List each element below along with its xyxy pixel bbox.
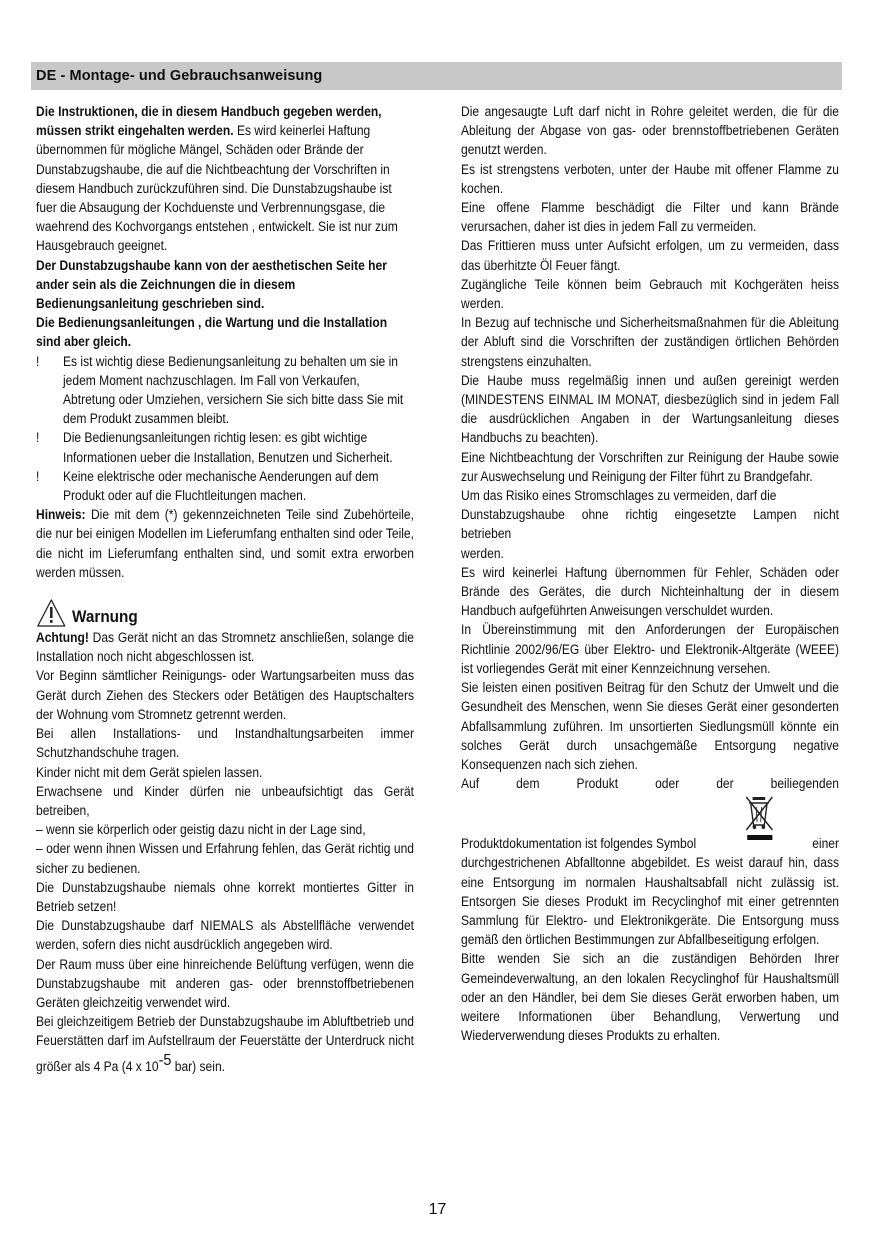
paragraph: Erwachsene und Kinder dürfen nie unbeaufsichtigt das Gerät betreiben, — [36, 783, 414, 818]
paragraph: Die angesaugte Luft darf nicht in Rohre geleitet werden, die für die Ableitung der Abgase von gas- oder brennstoffbetriebenen Geräten genutzt werden. — [461, 104, 839, 158]
bullet-item — [36, 467, 414, 505]
paragraph: durchgestrichenen Abfalltonne abgebildet. Es weist darauf hin, dass eine Entsorgung im normalen Haushaltsabfall nicht zulässig ist. Entsorgen Sie dieses Produkt im Recyclinghof mit einer getrennten Sammlung für Elektro- und Elektronikgeräte. Die Entsorgung muss gemäß den örtlichen Bestimmungen zur Abfallbeseitigung erfolgen. — [461, 855, 839, 948]
paragraph: Es wird keinerlei Haftung übernommen für Fehler, Schäden oder Brände des Gerätes, die durch Nichteinhaltung der in diesem Handbuch aufgeführten Anweisungen verschuldet wurden. — [461, 564, 839, 619]
warning-title: Warnung — [72, 607, 138, 627]
paragraph: Vor Beginn sämtlicher Reinigungs- oder Wartungsarbeiten muss das Gerät durch Ziehen des Steckers oder Betätigen des Hauptschalters der Wohnung vom Stromnetz getrennt werden. — [36, 668, 414, 722]
paragraph: Bei allen Installations- und Instandhaltungsarbeiten immer Schutzhandschuhe tragen. — [36, 726, 414, 761]
symbol-text: Produktdokumentation ist folgendes Symbol — [461, 836, 697, 852]
intro-text: Es wird keinerlei Haftung übernommen für mögliche Mängel, Schäden oder Brände der Dunstabzugshaube, die auf die Nichtbeachtung der Vorschriften in diesem Handbuch zurückzuführen sind. Die Dunstabzugshaube ist fuer die Absaugung der Kochduenste und Verbrennungsgase, die waehrend des Kochvorgangs entstehen , entwickelt. Sie ist nur zum Hausgebrauch geeignet. — [36, 123, 398, 254]
stromschlag-line: betrieben — [461, 526, 512, 542]
bullet-item — [36, 352, 414, 429]
stromschlag-line: Um das Risiko eines Stromschlages zu vermeiden, darf die — [461, 488, 777, 504]
page-number: 17 — [428, 1201, 447, 1218]
exclamation-icon: ! — [36, 468, 40, 484]
intro-bold-text: Die Instruktionen, die in diesem Handbuch gegeben werden, müssen strikt eingehalten werden. — [36, 104, 382, 139]
design-note: Der Dunstabzugshaube kann von der aesthetischen Seite her ander sein als die Zeichnungen die in diesem Bedienungsanleitung geschrieben sind. — [36, 257, 387, 312]
paragraph: Der Raum muss über eine hinreichende Belüftung verfügen, wenn die Dunstabzugshaube mit anderen gas- oder brennstoffbetriebenen Geräten gleichzeitig verwendet wird. — [36, 956, 414, 1010]
paragraph: Zugängliche Teile können beim Gebrauch mit Kochgeräten heiss werden. — [461, 276, 839, 312]
paragraph: Es ist strengstens verboten, unter der Haube mit offener Flamme zu kochen. — [461, 161, 839, 196]
achtung-paragraph — [36, 628, 414, 666]
bullet-item — [36, 428, 414, 466]
exclamation-icon: ! — [36, 430, 40, 446]
paragraph: Die Haube muss regelmäßig innen und außen gereinigt werden (MINDESTENS EINMAL IM MONAT, diesbezüglich sind in jedem Fall die ausdrücklichen Angaben in der Wartungsanleitung dieses Handbuchs zu beachten). — [461, 372, 839, 446]
paragraph: Eine offene Flamme beschädigt die Filter und kann Brände verursachen, daher ist dies in jedem Fall zu vermeiden. — [461, 200, 839, 235]
pressure-text: Bei gleichzeitigem Betrieb der Dunstabzugshaube im Abluftbetrieb und Feuerstätten darf im Aufstellraum der Feuerstätte der Unterdruck nicht größer als 4 Pa (4 x 10 — [36, 1014, 414, 1074]
right-column — [461, 102, 839, 1045]
auf-produkt-line: Auf dem Produkt oder der beiliegenden — [461, 776, 839, 792]
pressure-exponent: -5 — [158, 1051, 172, 1069]
stromschlag-line: werden. — [461, 545, 504, 561]
paragraph: Die Dunstabzugshaube niemals ohne korrekt montiertes Gitter in Betrieb setzen! — [36, 879, 414, 914]
bullet-text: Die Bedienungsanleitungen richtig lesen: es gibt wichtige Informationen ueber die Installation, Benutzen und Sicherheit. — [63, 430, 393, 465]
section-title: DE - Montage- und Gebrauchsanweisung — [36, 68, 323, 84]
paragraph: In Übereinstimmung mit den Anforderungen der Europäischen Richtlinie 2002/96/EG über Elektro- und Elektronik-Altgeräte (WEEE) ist vorliegendes Gerät mit einer Kennzeichnung versehen. — [461, 622, 839, 676]
left-column — [36, 102, 414, 1076]
pressure-paragraph — [36, 1012, 414, 1076]
paragraph: Sie leisten einen positiven Beitrag für den Schutz der Umwelt und die Gesundheit des Menschen, wenn Sie dieses Gerät einer gesonderten Abfallsammlung zuführen. Im unsortierten Siedlungsmüll könnte ein solches Gerät durch unsachgemäße Entsorgung negative Konsequenzen nach sich ziehen. — [461, 680, 839, 772]
stromschlag-line: Dunstabzugshaube ohne richtig eingesetzte Lampen nicht — [461, 507, 839, 523]
paragraph: Bitte wenden Sie sich an die zuständigen Behörden Ihrer Gemeindeverwaltung, an den lokalen Recyclinghof für Haushaltsmüll oder an den Händler, bei dem Sie dieses Gerät erworben haben, um weitere Informationen über Behandlung, Verwertung und Wiederverwendung dieses Produkts zu erhalten. — [461, 951, 839, 1044]
warning-heading — [36, 598, 414, 628]
paragraph: Eine Nichtbeachtung der Vorschriften zur Reinigung der Haube sowie zur Auswechselung und Reinigung der Filter führt zu Brandgefahr. — [461, 449, 839, 484]
paragraph: In Bezug auf technische und Sicherheitsmaßnahmen für die Ableitung der Abluft sind die Vorschriften der zuständigen örtlichen Behörden strengstens einzuhalten. — [461, 315, 839, 369]
hinweis-paragraph — [36, 505, 414, 582]
bullet-text: Es ist wichtig diese Bedienungsanleitung zu behalten um sie in jedem Moment nachzuschlagen. Im Fall von Verkaufen, Abtretung oder Umziehen, versichern Sie sich bitte dass Sie mit dem Produkt zusammen bleibt. — [63, 353, 404, 427]
achtung-label: Achtung! — [36, 630, 89, 646]
intro-paragraph — [36, 102, 414, 256]
pressure-unit: bar) sein. — [174, 1058, 225, 1074]
bullet-text: Keine elektrische oder mechanische Aenderungen auf dem Produkt oder auf die Fluchtleitungen machen. — [63, 468, 379, 504]
paragraph: Die Dunstabzugshaube darf NIEMALS als Abstellfläche verwendet werden, sofern dies nicht ausdrücklich angegeben wird. — [36, 918, 414, 953]
symbol-tail-text: einer — [812, 836, 839, 852]
exclamation-icon: ! — [36, 353, 40, 369]
hinweis-text: Die mit dem (*) gekennzeichneten Teile sind Zubehörteile, die nur bei einigen Modellen im Lieferumfang enthalten sind oder Teile, die nicht im Lieferumfang enthalten sind, und somit extra erworben werden müssen. — [36, 507, 414, 580]
hinweis-label: Hinweis: — [36, 507, 86, 523]
warning-triangle-icon — [36, 598, 67, 628]
section-header-bar — [31, 62, 842, 90]
paragraph: – oder wenn ihnen Wissen und Erfahrung fehlen, das Gerät richtig und sicher zu bedienen. — [36, 841, 414, 876]
paragraph: – wenn sie körperlich oder geistig dazu nicht in der Lage sind, — [36, 822, 366, 838]
paragraph: Kinder nicht mit dem Gerät spielen lassen. — [36, 764, 263, 780]
achtung-text: Das Gerät nicht an das Stromnetz anschließen, solange die Installation noch nicht abgeschlossen ist. — [36, 630, 415, 665]
instructions-note: Die Bedienungsanleitungen , die Wartung und die Installation sind aber gleich. — [36, 315, 388, 350]
weee-symbol-line — [461, 793, 839, 853]
paragraph: Das Frittieren muss unter Aufsicht erfolgen, um zu vermeiden, dass das überhitzte Öl Feuer fängt. — [461, 238, 839, 273]
crossed-bin-icon — [742, 793, 778, 841]
